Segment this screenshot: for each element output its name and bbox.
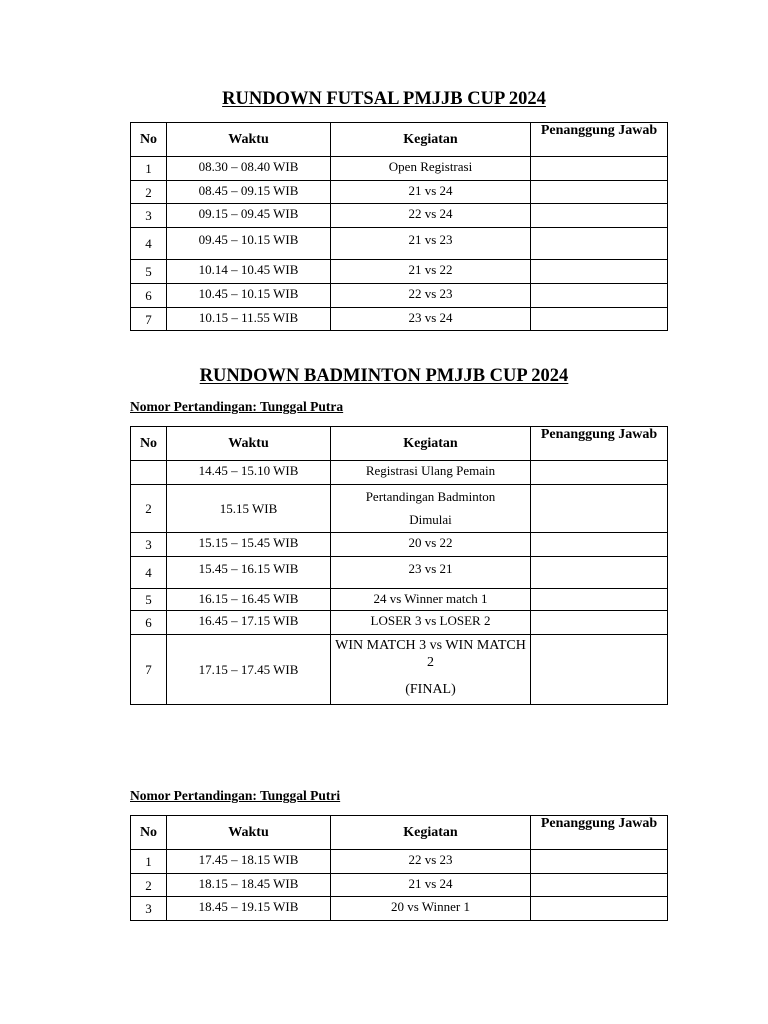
cell-penanggung-jawab bbox=[531, 461, 668, 485]
header-no: No bbox=[131, 427, 167, 461]
header-waktu: Waktu bbox=[167, 123, 331, 157]
badminton-putri-table bbox=[130, 815, 668, 921]
cell-kegiatan: 24 vs Winner match 1 bbox=[331, 589, 531, 611]
kegiatan-line: WIN MATCH 3 vs WIN MATCH 2 bbox=[335, 638, 526, 670]
futsal-title: RUNDOWN FUTSAL PMJJB CUP 2024 bbox=[222, 89, 546, 109]
table-row bbox=[131, 589, 668, 611]
badminton-title: RUNDOWN BADMINTON PMJJB CUP 2024 bbox=[199, 366, 569, 386]
cell-waktu: 15.45 – 16.15 WIB bbox=[167, 557, 331, 589]
cell-penanggung-jawab bbox=[531, 635, 668, 705]
table-row bbox=[131, 874, 668, 897]
cell-no: 1 bbox=[131, 157, 167, 181]
table-header-row bbox=[131, 123, 668, 157]
cell-penanggung-jawab bbox=[531, 557, 668, 589]
cell-no: 4 bbox=[131, 557, 167, 589]
cell-no: 6 bbox=[131, 284, 167, 308]
cell-no: 3 bbox=[131, 204, 167, 228]
cell-kegiatan: 23 vs 24 bbox=[331, 308, 531, 331]
table-header-row bbox=[131, 427, 668, 461]
cell-no: 4 bbox=[131, 228, 167, 260]
cell-waktu: 15.15 – 15.45 WIB bbox=[167, 533, 331, 557]
header-waktu: Waktu bbox=[167, 816, 331, 850]
header-penanggung-jawab: Penanggung Jawab bbox=[531, 816, 668, 850]
cell-kegiatan bbox=[331, 635, 531, 705]
cell-no: 7 bbox=[131, 635, 167, 705]
table-row bbox=[131, 260, 668, 284]
table-row bbox=[131, 228, 668, 260]
cell-kegiatan: 22 vs 23 bbox=[331, 850, 531, 874]
cell-no: 7 bbox=[131, 308, 167, 331]
table-row bbox=[131, 461, 668, 485]
table-row bbox=[131, 308, 668, 331]
cell-kegiatan: 22 vs 24 bbox=[331, 204, 531, 228]
cell-waktu: 18.15 – 18.45 WIB bbox=[167, 874, 331, 897]
kegiatan-line: Pertandingan Badminton bbox=[365, 489, 496, 504]
cell-waktu: 10.45 – 10.15 WIB bbox=[167, 284, 331, 308]
table-row bbox=[131, 485, 668, 533]
cell-no: 2 bbox=[131, 874, 167, 897]
cell-penanggung-jawab bbox=[531, 181, 668, 204]
cell-waktu: 17.45 – 18.15 WIB bbox=[167, 850, 331, 874]
table-row bbox=[131, 611, 668, 635]
subtitle-tunggal-putri: Nomor Pertandingan: Tunggal Putri bbox=[130, 788, 341, 803]
kegiatan-line: Dimulai bbox=[409, 512, 452, 527]
cell-penanggung-jawab bbox=[531, 611, 668, 635]
table-row bbox=[131, 557, 668, 589]
cell-no: 3 bbox=[131, 897, 167, 921]
table-row bbox=[131, 157, 668, 181]
cell-waktu: 16.45 – 17.15 WIB bbox=[167, 611, 331, 635]
cell-kegiatan: 21 vs 23 bbox=[331, 228, 531, 260]
cell-penanggung-jawab bbox=[531, 284, 668, 308]
table-row bbox=[131, 204, 668, 228]
cell-penanggung-jawab bbox=[531, 874, 668, 897]
header-no: No bbox=[131, 123, 167, 157]
cell-penanggung-jawab bbox=[531, 533, 668, 557]
cell-penanggung-jawab bbox=[531, 850, 668, 874]
cell-waktu: 09.15 – 09.45 WIB bbox=[167, 204, 331, 228]
header-penanggung-jawab: Penanggung Jawab bbox=[531, 427, 668, 461]
cell-no: 5 bbox=[131, 589, 167, 611]
futsal-table bbox=[130, 122, 668, 331]
header-kegiatan: Kegiatan bbox=[331, 123, 531, 157]
cell-no: 3 bbox=[131, 533, 167, 557]
cell-waktu: 10.15 – 11.55 WIB bbox=[167, 308, 331, 331]
badminton-putra-table bbox=[130, 426, 668, 705]
cell-kegiatan: 20 vs 22 bbox=[331, 533, 531, 557]
table-row bbox=[131, 533, 668, 557]
cell-waktu: 09.45 – 10.15 WIB bbox=[167, 228, 331, 260]
cell-waktu: 08.45 – 09.15 WIB bbox=[167, 181, 331, 204]
table-row bbox=[131, 897, 668, 921]
cell-waktu: 17.15 – 17.45 WIB bbox=[167, 635, 331, 705]
cell-no: 5 bbox=[131, 260, 167, 284]
cell-penanggung-jawab bbox=[531, 897, 668, 921]
cell-kegiatan: 22 vs 23 bbox=[331, 284, 531, 308]
cell-penanggung-jawab bbox=[531, 228, 668, 260]
cell-penanggung-jawab bbox=[531, 589, 668, 611]
cell-kegiatan: Open Registrasi bbox=[331, 157, 531, 181]
header-kegiatan: Kegiatan bbox=[331, 816, 531, 850]
cell-penanggung-jawab bbox=[531, 260, 668, 284]
header-kegiatan: Kegiatan bbox=[331, 427, 531, 461]
table-header-row bbox=[131, 816, 668, 850]
cell-kegiatan: 21 vs 24 bbox=[331, 181, 531, 204]
header-penanggung-jawab: Penanggung Jawab bbox=[531, 123, 668, 157]
table-row bbox=[131, 284, 668, 308]
table-row bbox=[131, 635, 668, 705]
cell-waktu: 16.15 – 16.45 WIB bbox=[167, 589, 331, 611]
cell-kegiatan: 23 vs 21 bbox=[331, 557, 531, 589]
cell-waktu: 15.15 WIB bbox=[167, 485, 331, 533]
table-row bbox=[131, 181, 668, 204]
cell-no: 1 bbox=[131, 850, 167, 874]
cell-kegiatan: 21 vs 24 bbox=[331, 874, 531, 897]
header-no: No bbox=[131, 816, 167, 850]
cell-waktu: 10.14 – 10.45 WIB bbox=[167, 260, 331, 284]
cell-kegiatan bbox=[331, 485, 531, 533]
cell-penanggung-jawab bbox=[531, 204, 668, 228]
cell-kegiatan: 21 vs 22 bbox=[331, 260, 531, 284]
cell-penanggung-jawab bbox=[531, 157, 668, 181]
table-row bbox=[131, 850, 668, 874]
cell-waktu: 14.45 – 15.10 WIB bbox=[167, 461, 331, 485]
cell-waktu: 08.30 – 08.40 WIB bbox=[167, 157, 331, 181]
cell-kegiatan: LOSER 3 vs LOSER 2 bbox=[331, 611, 531, 635]
subtitle-tunggal-putra: Nomor Pertandingan: Tunggal Putra bbox=[130, 399, 344, 414]
cell-no: 6 bbox=[131, 611, 167, 635]
cell-kegiatan: 20 vs Winner 1 bbox=[331, 897, 531, 921]
cell-no: 2 bbox=[131, 181, 167, 204]
cell-waktu: 18.45 – 19.15 WIB bbox=[167, 897, 331, 921]
kegiatan-line: (FINAL) bbox=[405, 682, 456, 697]
header-waktu: Waktu bbox=[167, 427, 331, 461]
cell-kegiatan: Registrasi Ulang Pemain bbox=[331, 461, 531, 485]
cell-no bbox=[131, 461, 167, 485]
cell-penanggung-jawab bbox=[531, 485, 668, 533]
cell-no: 2 bbox=[131, 485, 167, 533]
cell-penanggung-jawab bbox=[531, 308, 668, 331]
